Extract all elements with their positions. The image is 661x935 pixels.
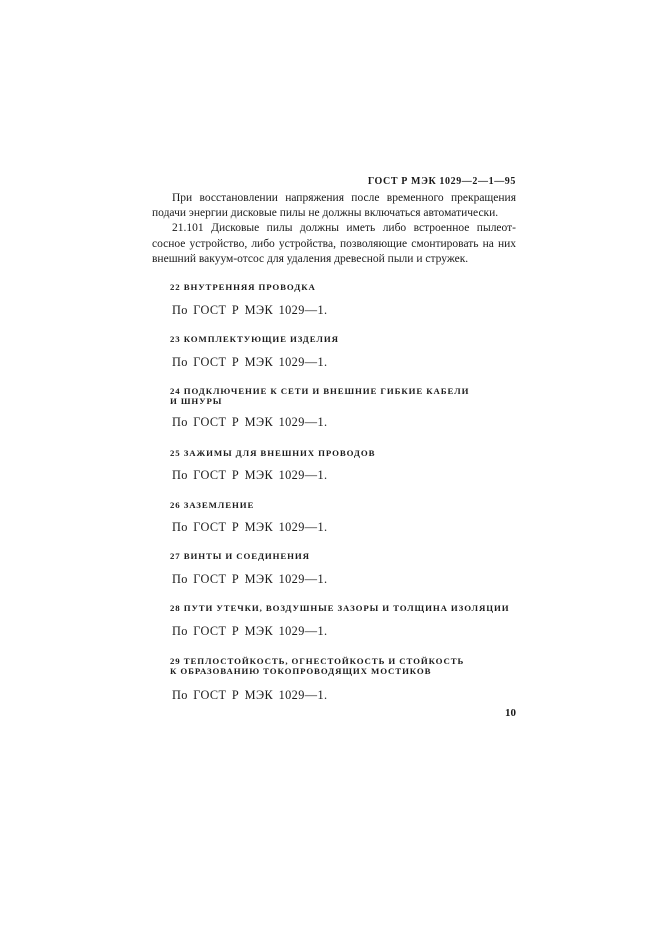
section-27-body: По ГОСТ Р МЭК 1029—1. bbox=[172, 572, 328, 586]
section-24-body: По ГОСТ Р МЭК 1029—1. bbox=[172, 415, 328, 429]
section-25-title: 25 ЗАЖИМЫ ДЛЯ ВНЕШНИХ ПРОВОДОВ bbox=[170, 448, 376, 458]
section-29-title: 29 ТЕПЛОСТОЙКОСТЬ, ОГНЕСТОЙКОСТЬ И СТОЙКОСТЬ К ОБРАЗОВАНИЮ ТОКОПРОВОДЯЩИХ МОСТИКОВ bbox=[170, 656, 465, 676]
section-23-body: По ГОСТ Р МЭК 1029—1. bbox=[172, 355, 328, 369]
section-27-title: 27 ВИНТЫ И СОЕДИНЕНИЯ bbox=[170, 551, 310, 561]
section-25-body: По ГОСТ Р МЭК 1029—1. bbox=[172, 468, 328, 482]
document-header: ГОСТ Р МЭК 1029—2—1—95 bbox=[367, 176, 516, 187]
intro-text bbox=[152, 191, 516, 267]
section-26-body: По ГОСТ Р МЭК 1029—1. bbox=[172, 520, 328, 534]
section-24-title: 24 ПОДКЛЮЧЕНИЕ К СЕТИ И ВНЕШНИЕ ГИБКИЕ КАБЕЛИ И ШНУРЫ bbox=[170, 386, 470, 406]
intro-paragraph-2: 21.101 Дисковые пилы должны иметь либо встроенное пылеот-сосное устройство, либо устройства, позволяющие смонтировать на них внешний вакуум-отсос для удаления древесной пыли и стружек. bbox=[152, 222, 516, 265]
section-22-body: По ГОСТ Р МЭК 1029—1. bbox=[172, 303, 328, 317]
section-26-title: 26 ЗАЗЕМЛЕНИЕ bbox=[170, 500, 255, 510]
section-22-title: 22 ВНУТРЕННЯЯ ПРОВОДКА bbox=[170, 282, 316, 292]
section-28-body: По ГОСТ Р МЭК 1029—1. bbox=[172, 624, 328, 638]
section-23-title: 23 КОМПЛЕКТУЮЩИЕ ИЗДЕЛИЯ bbox=[170, 334, 339, 344]
section-28-title: 28 ПУТИ УТЕЧКИ, ВОЗДУШНЫЕ ЗАЗОРЫ И ТОЛЩИНА ИЗОЛЯЦИИ bbox=[170, 603, 510, 613]
page-number: 10 bbox=[505, 707, 516, 719]
section-29-body: По ГОСТ Р МЭК 1029—1. bbox=[172, 688, 328, 702]
intro-paragraph-1: При восстановлении напряжения после временного прекращения подачи энергии дисковые пилы не должны включаться автоматически. bbox=[152, 192, 516, 220]
